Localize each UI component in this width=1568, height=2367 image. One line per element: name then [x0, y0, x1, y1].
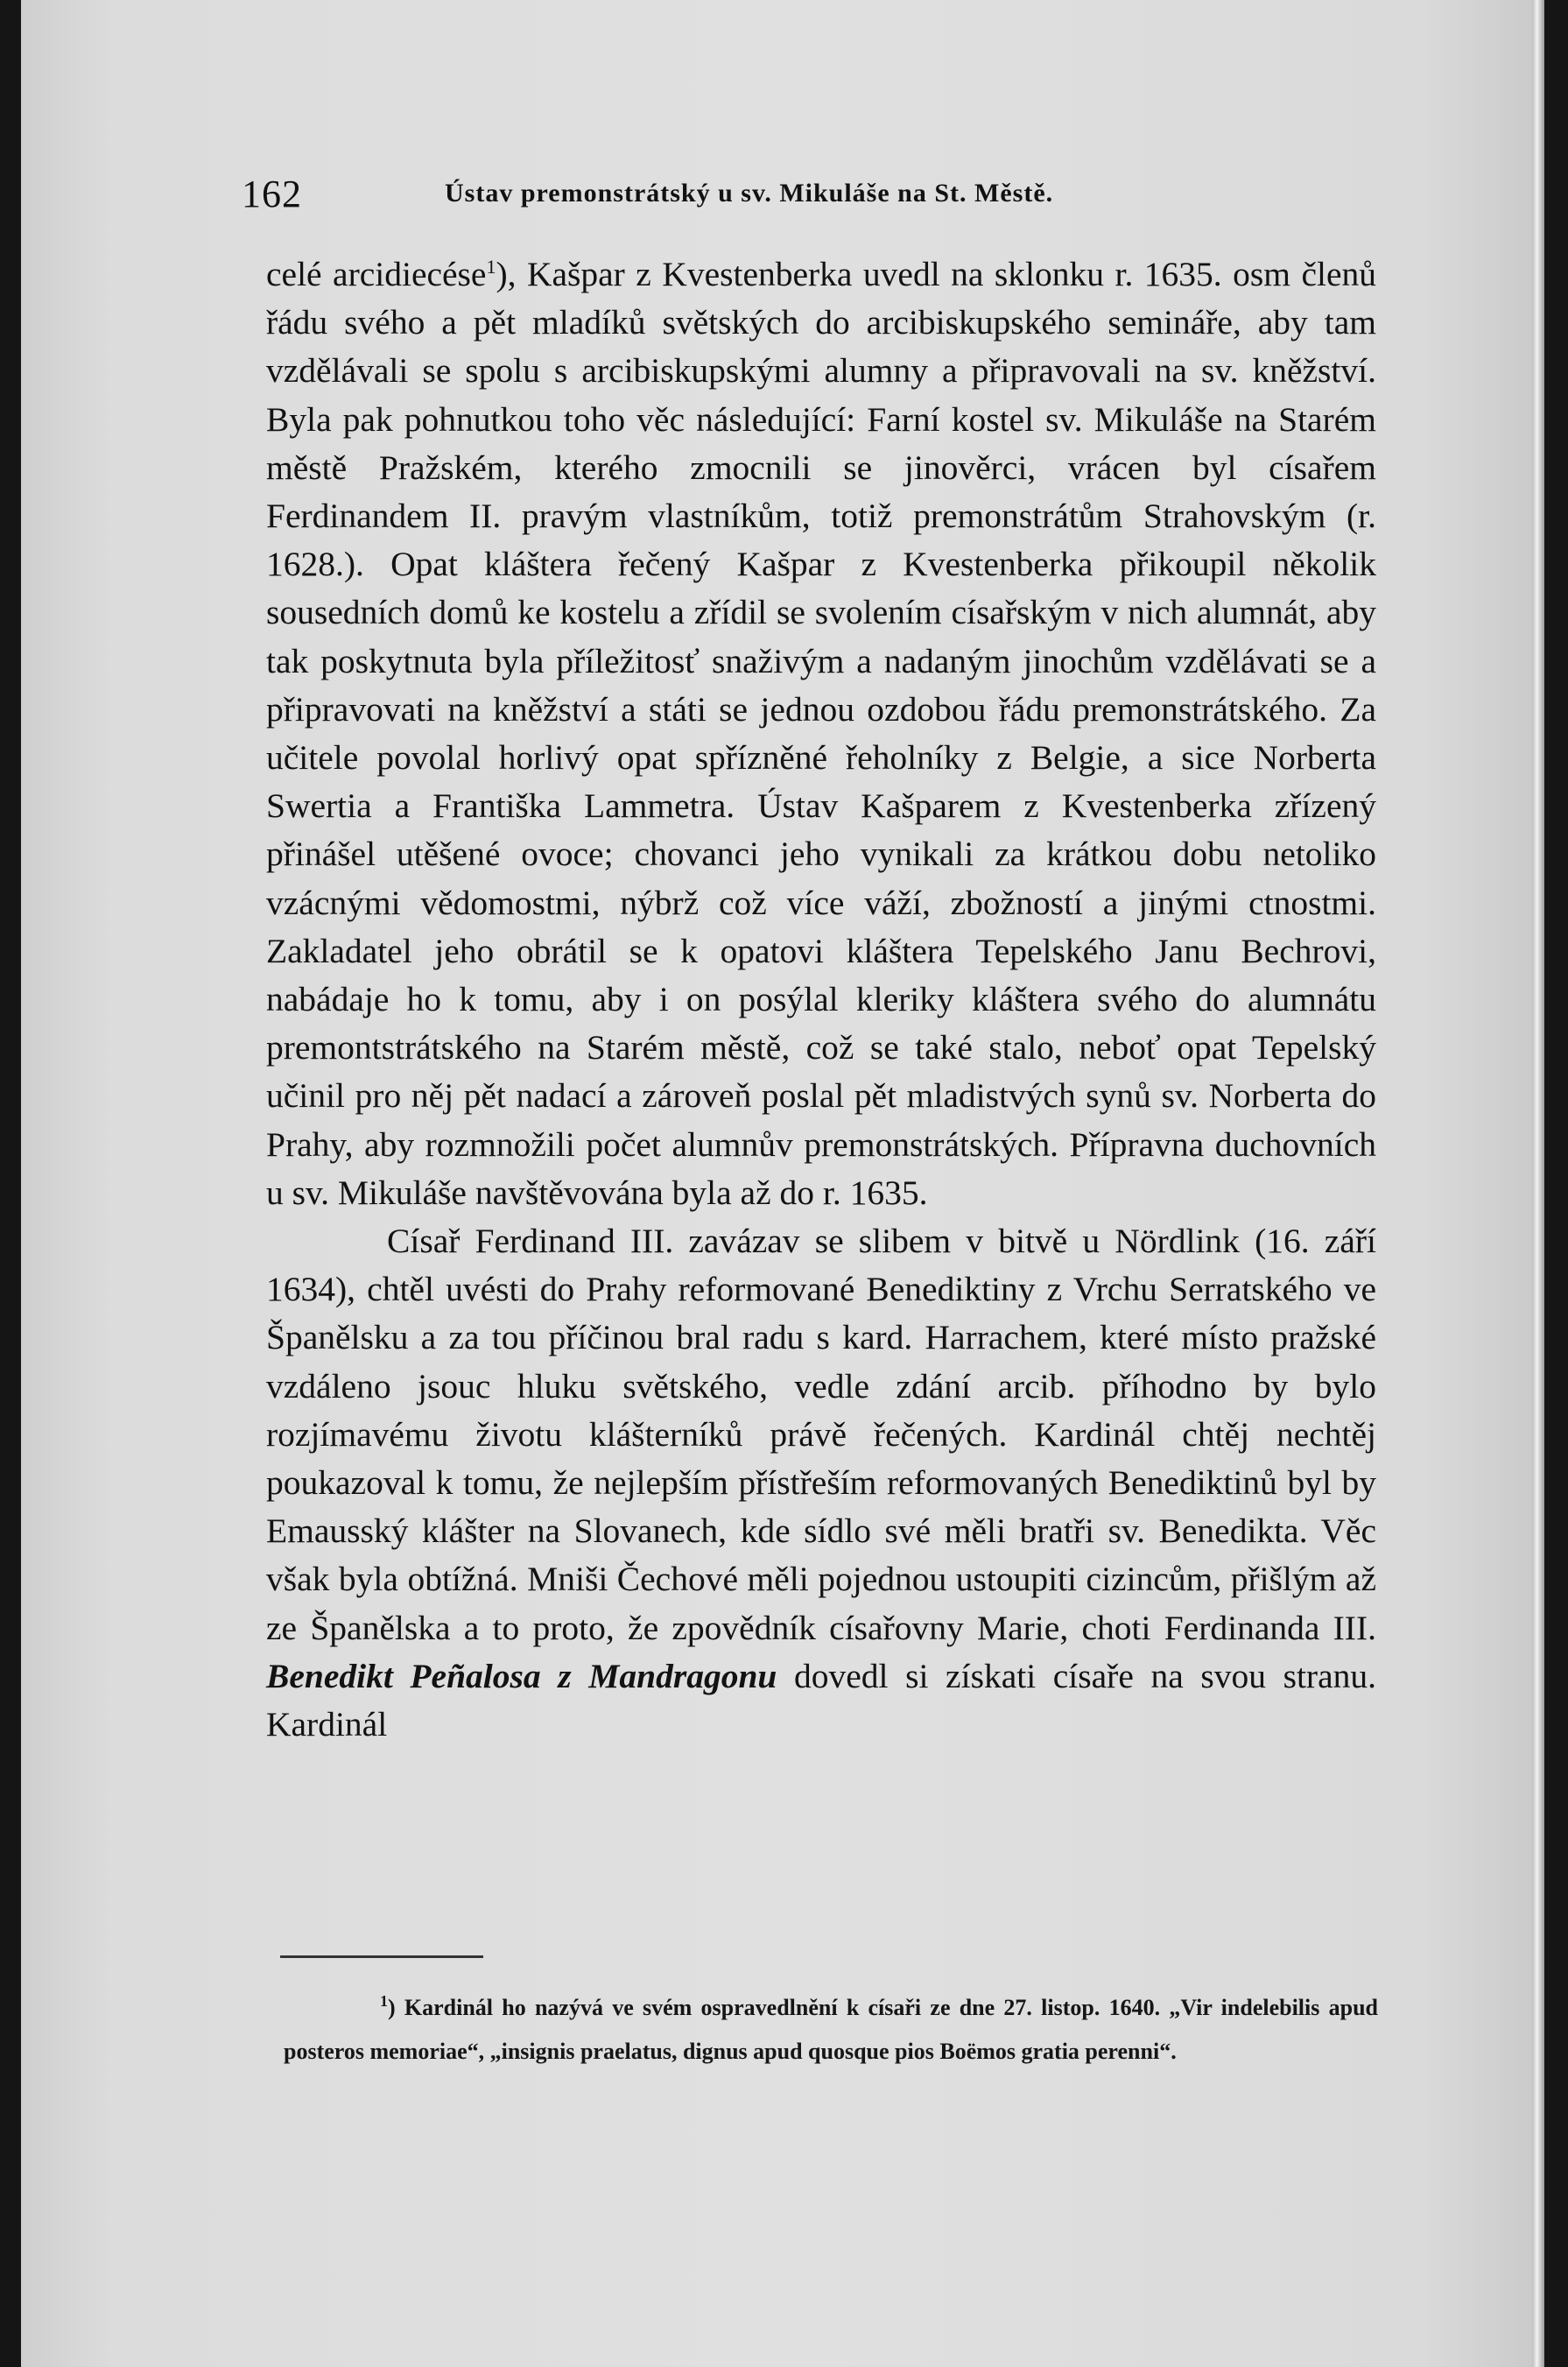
footnote-text: ) Kardinál ho nazývá ve svém ospravedlnění k císaři ze dne 27. listop. 1640. „Vir indelebilis apud posteros memoriae“, „insignis praelatus, dignus apud quosque pios Boëmos gratia perenni“. — [284, 1995, 1378, 2064]
footnote-divider — [280, 1955, 483, 1958]
footnote-reference: 1 — [486, 256, 496, 278]
running-title: Ústav premonstrátský u sv. Mikuláše na St. Městě. — [445, 179, 1054, 208]
page-number: 162 — [242, 173, 302, 215]
paragraph-1-text: ), Kašpar z Kvestenberka uvedl na sklonku r. 1635. osm členů řádu svého a pět mladíků světských do arcibiskupského semináře, aby tam vzdělávali se spolu s arcibiskupskými alumny a připravovali na sv. kněžství. Byla pak pohnutkou toho věc následující: Farní kostel sv. Mikuláše na Starém městě Pražském, kterého zmocnili se jinověrci, vrácen byl císařem Ferdinandem II. pravým vlastníkům, totiž premonstrátům Strahovským (r. 1628.). Opat kláštera řečený Kašpar z Kvestenberka přikoupil několik sousedních domů ke kostelu a zřídil se svolením císařským v nich alumnát, aby tak poskytnuta byla příležitosť snaživým a nadaným jinochům vzdělávati se a připravovati na kněžství a státi se jednou ozdobou řádu premonstrátského. Za učitele povolal horlivý opat spřízněné řeholníky z Belgie, a sice Norberta Swertia a Františka Lammetra. Ústav Kašparem z Kvestenberka zřízený přinášel utěšené ovoce; chovanci jeho vynikali za krátkou dobu netoliko vzácnými vědomostmi, nýbrž což více váží, zbožností a jinými ctnostmi. Zakladatel jeho obrátil se k opatovi kláštera Tepelského Janu Bechrovi, nabádaje ho k tomu, aby i on posýlal kleriky kláštera svého do alumnátu premontstrátského na Starém městě, což se také stalo, neboť opat Tepelský učinil pro něj pět nadací a zároveň poslal pět mladistvých synů sv. Norberta do Prahy, aby rozmnožili počet alumnův premonstrátských. Přípravna duchovních u sv. Mikuláše navštěvována byla až do r. 1635. — [266, 255, 1376, 1212]
paragraph-2-text: Císař Ferdinand III. zavázav se slibem v bitvě u Nördlink (16. září 1634), chtěl uvésti do Prahy reformované Benediktiny z Vrchu Serratského ve Španělsku a za tou příčinou bral radu s kard. Harrachem, které místo pražské vzdáleno jsouc hluku světského, vedle zdání arcib. příhodno by bylo rozjímavému životu klášterníků právě řečených. Kardinál chtěj nechtěj poukazoval k tomu, že nejlepším přístřeším reformovaných Benediktinů byl by Emausský klášter na Slovanech, kde sídlo své měli bratři sv. Benedikta. Věc však byla obtížná. Mniši Čechové měli pojednou ustoupiti cizincům, přišlým až ze Španělska a to proto, že zpovědník císařovny Marie, choti Ferdinanda III. — [266, 1222, 1376, 1647]
main-text — [266, 250, 1376, 1749]
footnote-mark: 1 — [380, 1992, 388, 2010]
paragraph-1-start: celé arcidiecése — [266, 255, 487, 293]
footnote-paragraph — [284, 1986, 1378, 2074]
paragraph-2-end: dovedl si získati císaře na svou stranu. Kardinál — [266, 1656, 1376, 1744]
page-header — [242, 172, 1205, 224]
italic-name: Benedikt Peñalosa z Mandragonu — [266, 1656, 777, 1695]
paragraph-1 — [266, 250, 1376, 1217]
footnote — [284, 1986, 1378, 2074]
paragraph-2 — [266, 1217, 1376, 1749]
page-edge — [1532, 0, 1544, 2367]
